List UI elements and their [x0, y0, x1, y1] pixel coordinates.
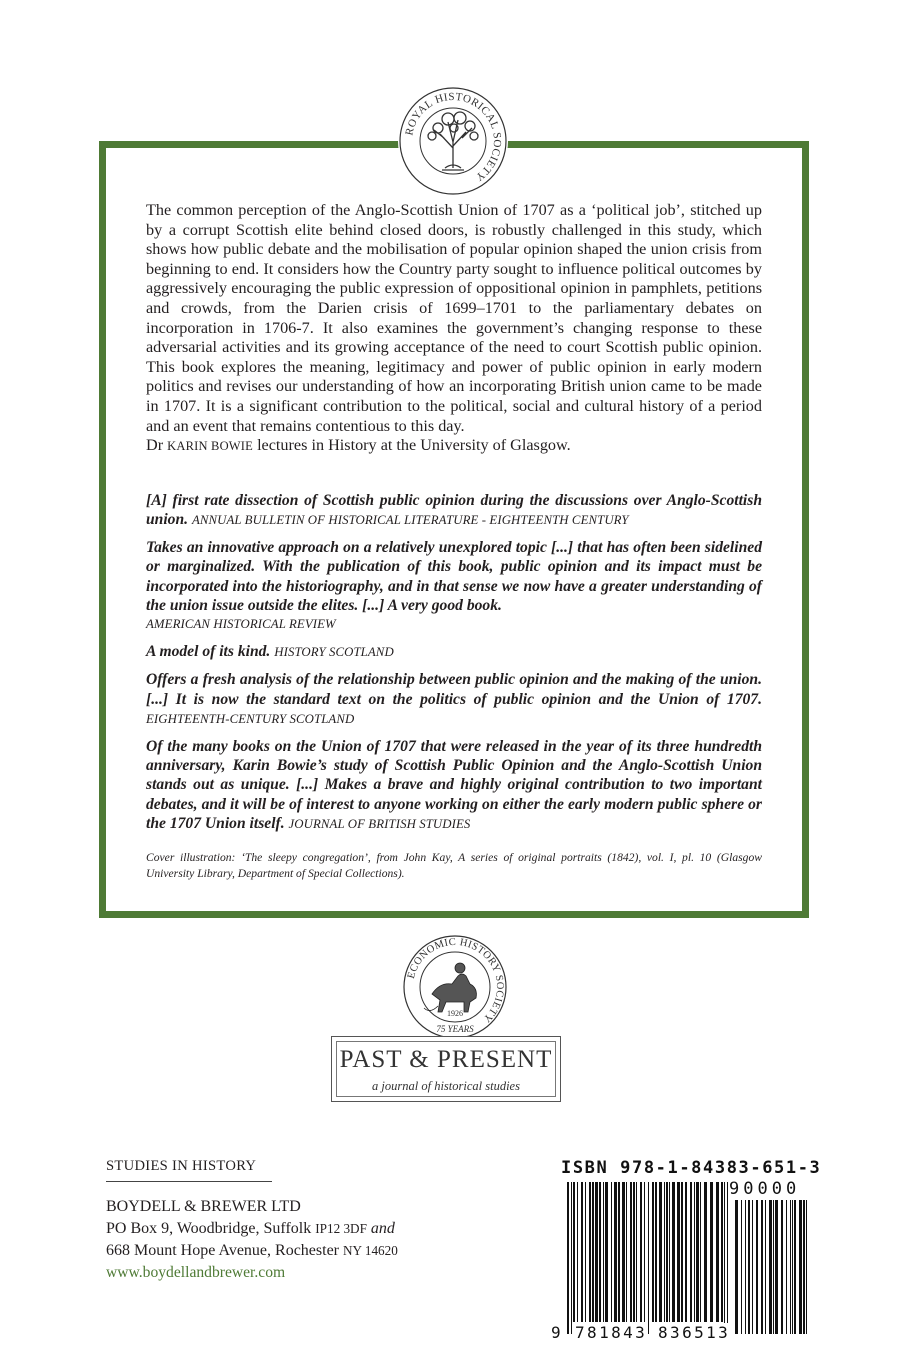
barcode-bar — [599, 1182, 601, 1322]
barcode-bar — [567, 1182, 569, 1334]
barcode-bar — [666, 1182, 668, 1322]
barcode-bar — [724, 1182, 725, 1334]
barcode-bar — [786, 1200, 787, 1334]
author-name: KARIN BOWIE — [167, 439, 254, 454]
barcode-bar — [626, 1182, 627, 1322]
barcode-bar — [605, 1182, 608, 1322]
ehs-seal-year: 1926 — [447, 1009, 463, 1018]
cover-content — [146, 201, 762, 882]
review-quote: Offers a fresh analysis of the relationship between public opinion and the making of the union. [...] It is now the standard text on the politics of public opinion and the Union of 1707. EIGHTEENTH-CENTURY SCOTLAND — [146, 671, 762, 726]
barcode-bar — [790, 1200, 791, 1334]
barcode-bar — [630, 1182, 632, 1322]
barcode-bar — [792, 1200, 793, 1334]
barcode-bar — [775, 1200, 778, 1334]
barcode-bar — [595, 1182, 598, 1322]
review-source: AMERICAN HISTORICAL REVIEW — [146, 616, 336, 631]
barcode-digits-left: 781843 — [575, 1323, 648, 1342]
barcode-bar — [611, 1182, 612, 1322]
barcode-bar — [585, 1182, 586, 1322]
barcode-bar — [664, 1182, 665, 1322]
publisher-address-uk: PO Box 9, Woodbridge, Suffolk IP12 3DF and — [106, 1220, 395, 1237]
barcode-bar — [633, 1182, 635, 1322]
barcode-bar — [803, 1200, 805, 1334]
book-description: The common perception of the Anglo-Scottish Union of 1707 as a ‘political job’, stitched up by a corrupt Scottish elite behind closed doors, is robustly challenged in this study, which shows how public debate and the mobilisation of popular opinion shaped the union crisis from beginning to end. It considers how the Country party sought to influence political outcomes by aggressively encouraging the public expression of oppositional opinion in pamphlets, petitions and crowds, from the Darien crisis of 1699–1701 to the parliamentary debates on incorporation in 1706-7. It also examines the government’s changing response to these adversarial activities and its growing acceptance of the need to court Scottish public opinion. This book explores the meaning, legitimacy and power of public opinion in early modern politics and revises our understanding of how an incorporating British union came to be made in 1707. It is a significant contribution to the political, social and cultural history of a period and an event that remains contentious to this day. — [146, 201, 762, 435]
ehs-seal-text: ECONOMIC HISTORY SOCIETY — [405, 936, 506, 1025]
barcode-bar — [592, 1182, 594, 1322]
barcode-bar — [761, 1200, 763, 1334]
review-quote: Takes an innovative approach on a relatively unexplored topic [...] that has often been sidelined or marginalized. With the publication of this book, public opinion and its impact must be incorporated into the historiography, and in that sense we now have a greater understanding of the union issue outside the elites. [...] A very good book. AMERICAN HISTORICAL REVIEW — [146, 538, 762, 634]
barcode-bar — [573, 1182, 575, 1322]
barcode-bar — [794, 1200, 796, 1334]
barcode-addon-digits: 90000 — [729, 1179, 801, 1199]
barcode-bar — [640, 1182, 642, 1322]
barcode-bar — [614, 1182, 617, 1322]
barcode-bar — [716, 1182, 719, 1322]
author-bio — [146, 436, 762, 457]
barcode-bar — [694, 1182, 695, 1322]
review-source: JOURNAL OF BRITISH STUDIES — [288, 816, 471, 831]
barcode-bar — [648, 1182, 649, 1334]
review-source: EIGHTEENTH-CENTURY SCOTLAND — [146, 711, 355, 726]
barcode-bar — [756, 1200, 758, 1334]
ehs-seal-anniversary: 75 YEARS — [436, 1024, 474, 1034]
horse-rider-icon — [424, 963, 476, 1012]
review-source: HISTORY SCOTLAND — [274, 645, 394, 660]
barcode-bar — [659, 1182, 662, 1322]
barcode-bar — [806, 1200, 807, 1334]
past-present-title: PAST & PRESENT — [339, 1046, 553, 1073]
barcode-digit-first: 9 — [551, 1323, 561, 1342]
barcode-bar — [655, 1182, 657, 1322]
barcode-bar — [700, 1182, 701, 1322]
barcode-bar — [603, 1182, 604, 1322]
barcode-bar — [773, 1200, 774, 1334]
barcode-bar — [577, 1182, 578, 1322]
barcode-bar — [748, 1200, 750, 1334]
review-quote: Of the many books on the Union of 1707 that were released in the year of its three hundredth anniversary, Karin Bowie’s study of Scottish Public Opinion and the Anglo-Scottish Union stands out as unique. [...] Makes a brave and highly original contribution to two important debates, and it will be of interest to anyone working on either the early modern public sphere or the 1707 Union itself. JOURNAL OF BRITISH STUDIES — [146, 737, 762, 832]
barcode-bar — [765, 1200, 766, 1334]
economic-history-society-seal — [400, 932, 510, 1042]
isbn-label: ISBN 978-1-84383-651-3 — [561, 1158, 822, 1178]
barcode-bar — [745, 1200, 746, 1334]
author-bio-text: lectures in History at the University of Glasgow. — [253, 436, 571, 455]
barcode-bar — [622, 1182, 625, 1322]
barcode-bar — [710, 1182, 713, 1322]
rhs-seal-text: ROYAL HISTORICAL SOCIETY — [403, 90, 504, 184]
barcode-bar — [571, 1182, 572, 1334]
past-present-subtitle: a journal of historical studies — [372, 1079, 520, 1093]
barcode-bar — [644, 1182, 645, 1322]
isbn-barcode — [563, 1182, 813, 1342]
past-present-logo — [331, 1036, 561, 1102]
barcode-bar — [735, 1200, 738, 1334]
barcode-bar — [677, 1182, 680, 1322]
barcode-bar — [672, 1182, 675, 1322]
barcode-bar — [636, 1182, 637, 1322]
royal-historical-society-seal — [398, 86, 508, 196]
barcode-bar — [696, 1182, 699, 1322]
review-source: ANNUAL BULLETIN OF HISTORICAL LITERATURE - EIGHTEENTH CENTURY — [191, 512, 629, 527]
barcode-bar — [799, 1200, 802, 1334]
publisher-website: www.boydellandbrewer.com — [106, 1264, 286, 1281]
barcode-bar — [652, 1182, 654, 1322]
barcode-bar — [781, 1200, 783, 1334]
review-quote: A model of its kind. HISTORY SCOTLAND — [146, 643, 394, 661]
cover-illustration-credit: Cover illustration: ‘The sleepy congregation’, from John Kay, A series of original portraits (1842), vol. I, pl. 10 (Glasgow University Library, Department of Special Collections). — [146, 850, 762, 880]
barcode-bar — [589, 1182, 591, 1322]
barcode-bar — [704, 1182, 707, 1322]
barcode-bar — [741, 1200, 742, 1334]
barcode-bar — [685, 1182, 687, 1322]
barcode-digits-right: 836513 — [658, 1323, 731, 1342]
series-name: STUDIES IN HISTORY — [106, 1158, 257, 1174]
barcode-bar — [581, 1182, 583, 1322]
barcode-bar — [727, 1182, 728, 1334]
review-list — [146, 491, 762, 834]
publisher-address — [106, 1196, 398, 1262]
barcode-bar — [721, 1182, 723, 1322]
author-prefix: Dr — [146, 436, 168, 455]
publisher-name: BOYDELL & BREWER LTD — [106, 1198, 301, 1215]
series-divider — [106, 1181, 272, 1182]
barcode-bar — [769, 1200, 772, 1334]
publisher-address-us: 668 Mount Hope Avenue, Rochester NY 14620 — [106, 1242, 398, 1259]
barcode-bar — [681, 1182, 683, 1322]
barcode-bar — [618, 1182, 620, 1322]
review-quote: [A] first rate dissection of Scottish public opinion during the discussions over Anglo-Scottish union. ANNUAL BULLETIN OF HISTORICAL LITERATURE - EIGHTEENTH CENTURY — [146, 491, 762, 528]
barcode-bar — [752, 1200, 753, 1334]
barcode-bar — [690, 1182, 692, 1322]
barcode-bar — [669, 1182, 670, 1322]
